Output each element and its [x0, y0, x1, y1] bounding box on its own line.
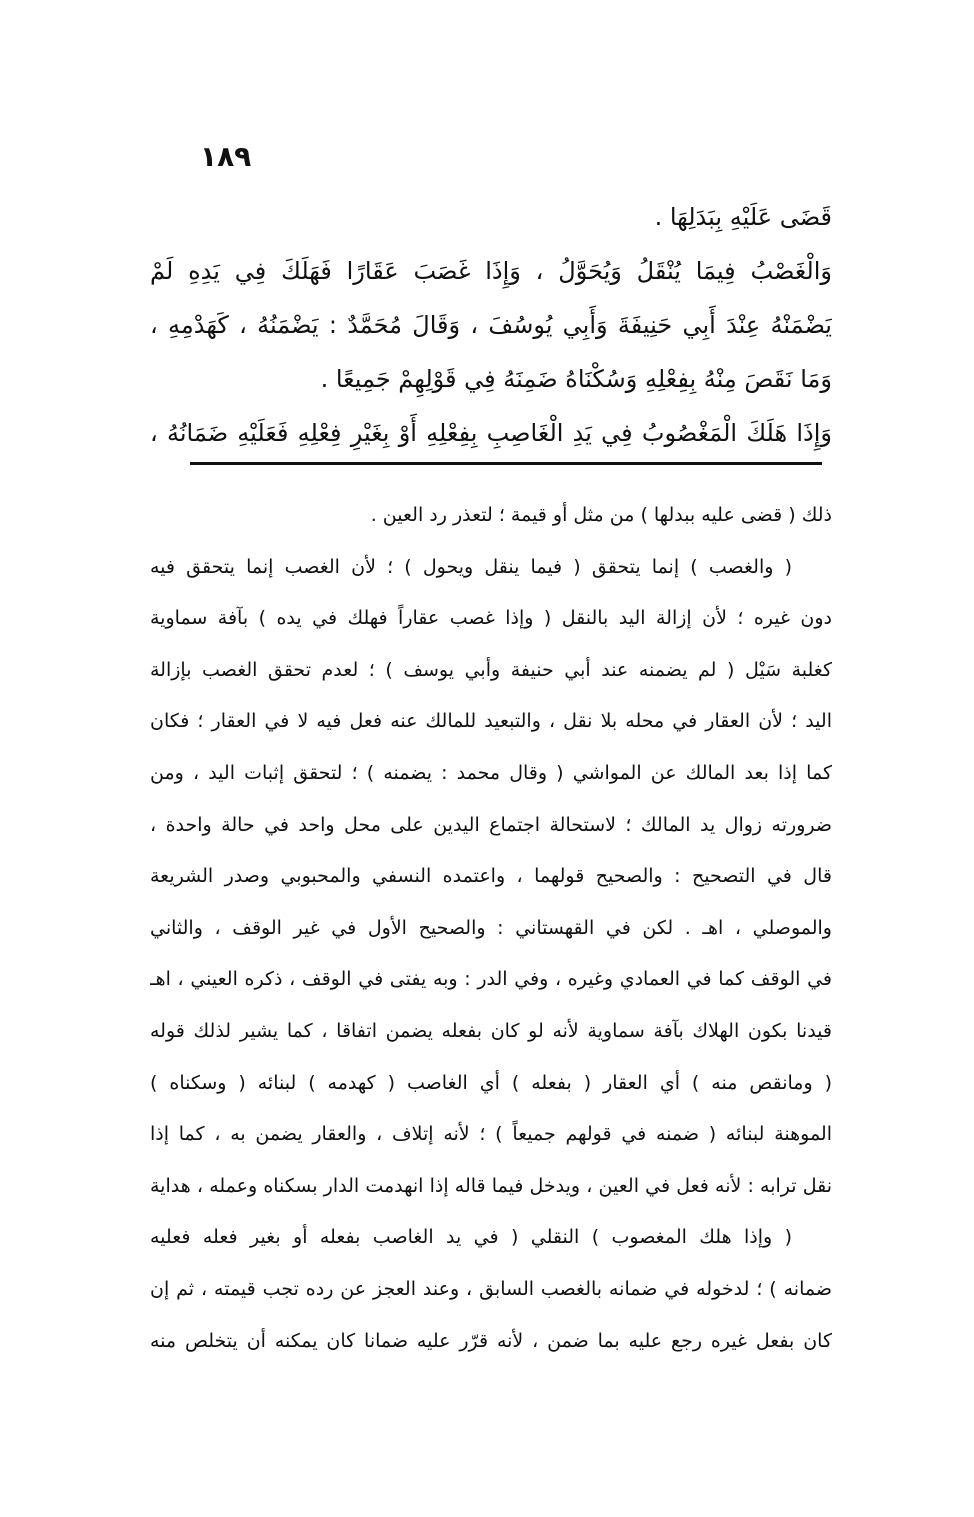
- commentary-line: ( وإذا هلك المغصوب ) النقلي ( في يد الغاصب بفعله أو بغير فعله فعليه: [150, 1226, 792, 1249]
- main-text-line: وَمَا نَقَصَ مِنْهُ بِفِعْلِهِ وَسُكْنَاهُ ضَمِنَهُ فِي قَوْلِهِمْ جَمِيعًا .: [320, 365, 832, 393]
- commentary-line: ( والغصب ) إنما يتحقق ( فيما ينقل ويحول ) ؛ لأن الغصب إنما يتحقق فيه: [150, 555, 792, 578]
- commentary-line: قيدنا بكون الهلاك بآفة سماوية لأنه لو كان بفعله يضمن اتفاقا ، كما يشير لذلك قوله: [150, 1019, 832, 1042]
- commentary-line: ضمانه ) ؛ لدخوله في ضمانه بالغصب السابق ، وعند العجز عن رده تجب قيمته ، ثم إن: [150, 1277, 832, 1300]
- commentary-line: كان بفعل غيره رجع عليه بما ضمن ، لأنه قرّر عليه ضمانا كان يمكنه أن يتخلص منه: [150, 1329, 832, 1352]
- page-number: ١٨٩: [200, 140, 252, 173]
- commentary-line: الموهنة لبنائه ( ضمنه في قولهم جميعاً ) ؛ لأنه إتلاف ، والعقار يضمن به ، كما إذا: [150, 1123, 832, 1146]
- footnote-separator-rule: [190, 462, 822, 465]
- commentary-line: والموصلي ، اهـ . لكن في القهستاني : والصحيح الأول في غير الوقف ، والثاني: [150, 916, 832, 939]
- commentary-line: كغلبة سَيْل ( لم يضمنه عند أبي حنيفة وأبي يوسف ) ؛ لعدم تحقق الغصب بإزالة: [150, 658, 832, 681]
- commentary-line: اليد ؛ لأن العقار في محله بلا نقل ، والتبعيد للمالك عنه فعل فيه لا في العقار ؛ فكان: [150, 710, 832, 733]
- main-text-line: وَالْغَصْبُ فِيمَا يُنْقَلُ وَيُحَوَّلُ ، وَإِذَا غَصَبَ عَقَارًا فَهَلَكَ فِي يَدِهِ لَمْ: [150, 257, 832, 285]
- commentary-block: [150, 490, 832, 1367]
- main-text-block: [150, 190, 832, 460]
- main-text-line: وَإِذَا هَلَكَ الْمَغْصُوبُ فِي يَدِ الْغَاصِبِ بِفِعْلِهِ أَوْ بِغَيْرِ فِعْلِهِ فَعَلَيْهِ ضَمَانُهُ ،: [150, 419, 832, 447]
- main-text-line: قَضَى عَلَيْهِ بِبَدَلِهَا .: [654, 203, 832, 231]
- commentary-line: ضرورته زوال يد المالك ؛ لاستحالة اجتماع اليدين على محل واحد في حالة واحدة ،: [150, 813, 832, 836]
- commentary-line: كما إذا بعد المالك عن المواشي ( وقال محمد : يضمنه ) ؛ لتحقق إثبات اليد ، ومن: [150, 761, 832, 784]
- commentary-line: نقل ترابه : لأنه فعل في العين ، ويدخل فيما قاله إذا انهدمت الدار بسكناه وعمله ، هداية: [150, 1174, 832, 1197]
- commentary-line: ( ومانقص منه ) أي العقار ( بفعله ) أي الغاصب ( كهدمه ) لبنائه ( وسكناه ): [150, 1071, 832, 1094]
- commentary-line: في الوقف كما في العمادي وغيره ، وفي الدر : وبه يفتى في الوقف ، ذكره العيني ، اهـ: [150, 968, 832, 991]
- commentary-line: ذلك ( قضى عليه ببدلها ) من مثل أو قيمة ؛ لتعذر رد العين .: [370, 504, 832, 526]
- main-text-line: يَضْمَنْهُ عِنْدَ أَبِي حَنِيفَةَ وَأَبِي يُوسُفَ ، وَقَالَ مُحَمَّدٌ : يَضْمَنُهُ ، كَهَدْمِهِ ،: [150, 311, 832, 339]
- commentary-line: قال في التصحيح : والصحيح قولهما ، واعتمده النسفي والمحبوبي وصدر الشريعة: [150, 865, 832, 888]
- commentary-line: دون غيره ؛ لأن إزالة اليد بالنقل ( وإذا غصب عقاراً فهلك في يده ) بآفة سماوية: [150, 607, 832, 630]
